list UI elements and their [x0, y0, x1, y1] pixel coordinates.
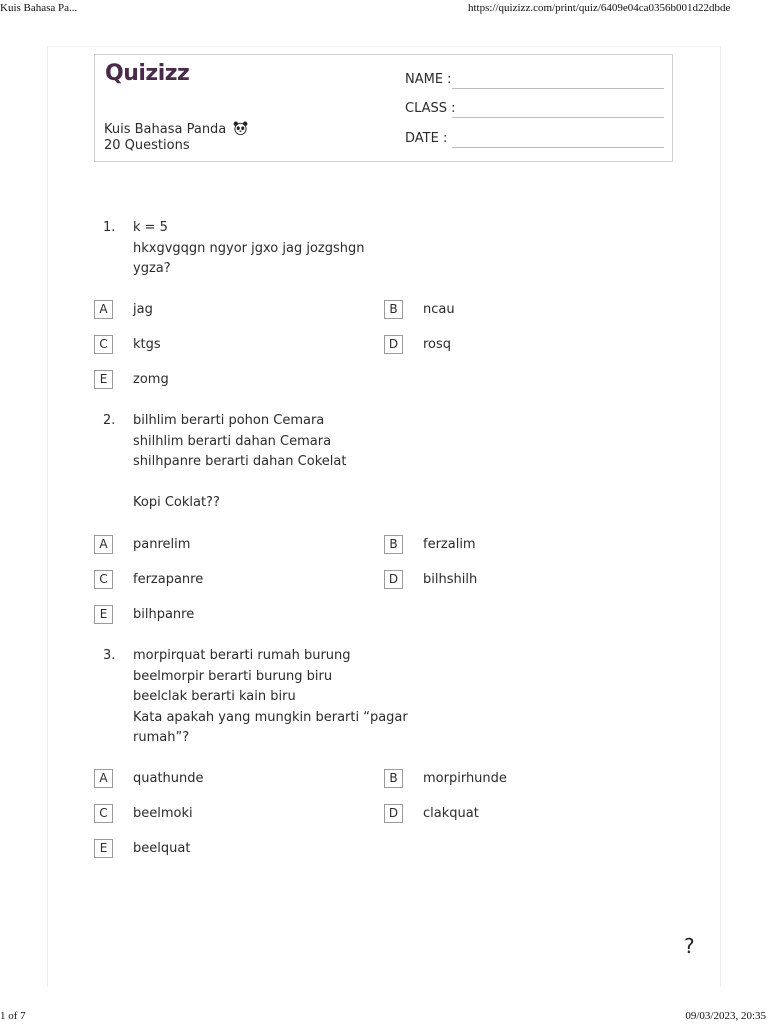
- option-box[interactable]: C: [94, 804, 113, 823]
- option-box[interactable]: C: [94, 335, 113, 354]
- print-url: https://quizizz.com/print/quiz/6409e04ca0356b001d22dbde: [468, 2, 731, 14]
- question-number: 1.: [103, 220, 116, 235]
- class-field: [405, 101, 456, 116]
- option-text: panrelim: [133, 537, 191, 552]
- name-line[interactable]: [452, 88, 664, 89]
- print-timestamp: 09/03/2023, 20:35: [685, 1010, 766, 1022]
- option-text: ktgs: [133, 337, 161, 352]
- option-box[interactable]: D: [384, 804, 403, 823]
- option-box[interactable]: E: [94, 839, 113, 858]
- date-line[interactable]: [452, 147, 664, 148]
- print-footer: [0, 1010, 768, 1024]
- option-box[interactable]: A: [94, 535, 113, 554]
- question-count: 20 Questions: [104, 138, 190, 153]
- panda-icon: [233, 121, 248, 135]
- option-text: ferzalim: [423, 537, 476, 552]
- option-text: zomg: [133, 372, 169, 387]
- option-text: rosq: [423, 337, 452, 352]
- option-text: clakquat: [423, 806, 479, 821]
- option-text: quathunde: [133, 771, 204, 786]
- quiz-title: [104, 121, 248, 137]
- print-page-title: Kuis Bahasa Pa...: [0, 2, 78, 14]
- name-field: [405, 72, 452, 87]
- date-field: [405, 131, 447, 146]
- option-box[interactable]: B: [384, 535, 403, 554]
- quiz-header-box: [94, 54, 673, 162]
- option-box[interactable]: A: [94, 300, 113, 319]
- question-text: morpirquat berarti rumah burung beelmorpir berarti burung biru beelclak berarti kain biru Kata apakah yang mungkin berarti “pagar rumah”?: [133, 648, 408, 745]
- option-text: bilhpanre: [133, 607, 195, 622]
- option-text: jag: [133, 302, 153, 317]
- option-text: bilhshilh: [423, 572, 478, 587]
- date-label: DATE :: [405, 131, 448, 146]
- option-box[interactable]: B: [384, 769, 403, 788]
- print-header: [0, 0, 768, 18]
- question-text: k = 5 hkxgvgqgn ngyor jgxo jag jozgshgn ygza?: [133, 220, 365, 276]
- question-number: 3.: [103, 648, 116, 663]
- class-label: CLASS :: [405, 101, 456, 116]
- option-text: beelquat: [133, 841, 191, 856]
- quiz-title-text: Kuis Bahasa Panda: [104, 122, 227, 137]
- option-text: ferzapanre: [133, 572, 204, 587]
- question-number: 2.: [103, 413, 116, 428]
- option-box[interactable]: D: [384, 570, 403, 589]
- option-box[interactable]: C: [94, 570, 113, 589]
- help-button[interactable]: ?: [684, 934, 695, 958]
- option-box[interactable]: E: [94, 370, 113, 389]
- question-text: bilhlim berarti pohon Cemara shilhlim berarti dahan Cemara shilhpanre berarti dahan Cokelat Kopi Coklat??: [133, 413, 347, 510]
- option-text: ncau: [423, 302, 455, 317]
- name-label: NAME :: [405, 72, 452, 87]
- quizizz-logo: Quizizz: [105, 61, 190, 86]
- class-line[interactable]: [452, 117, 664, 118]
- option-box[interactable]: A: [94, 769, 113, 788]
- option-text: morpirhunde: [423, 771, 507, 786]
- page-counter: 1 of 7: [0, 1010, 26, 1022]
- option-text: beelmoki: [133, 806, 193, 821]
- option-box[interactable]: E: [94, 605, 113, 624]
- option-box[interactable]: B: [384, 300, 403, 319]
- option-box[interactable]: D: [384, 335, 403, 354]
